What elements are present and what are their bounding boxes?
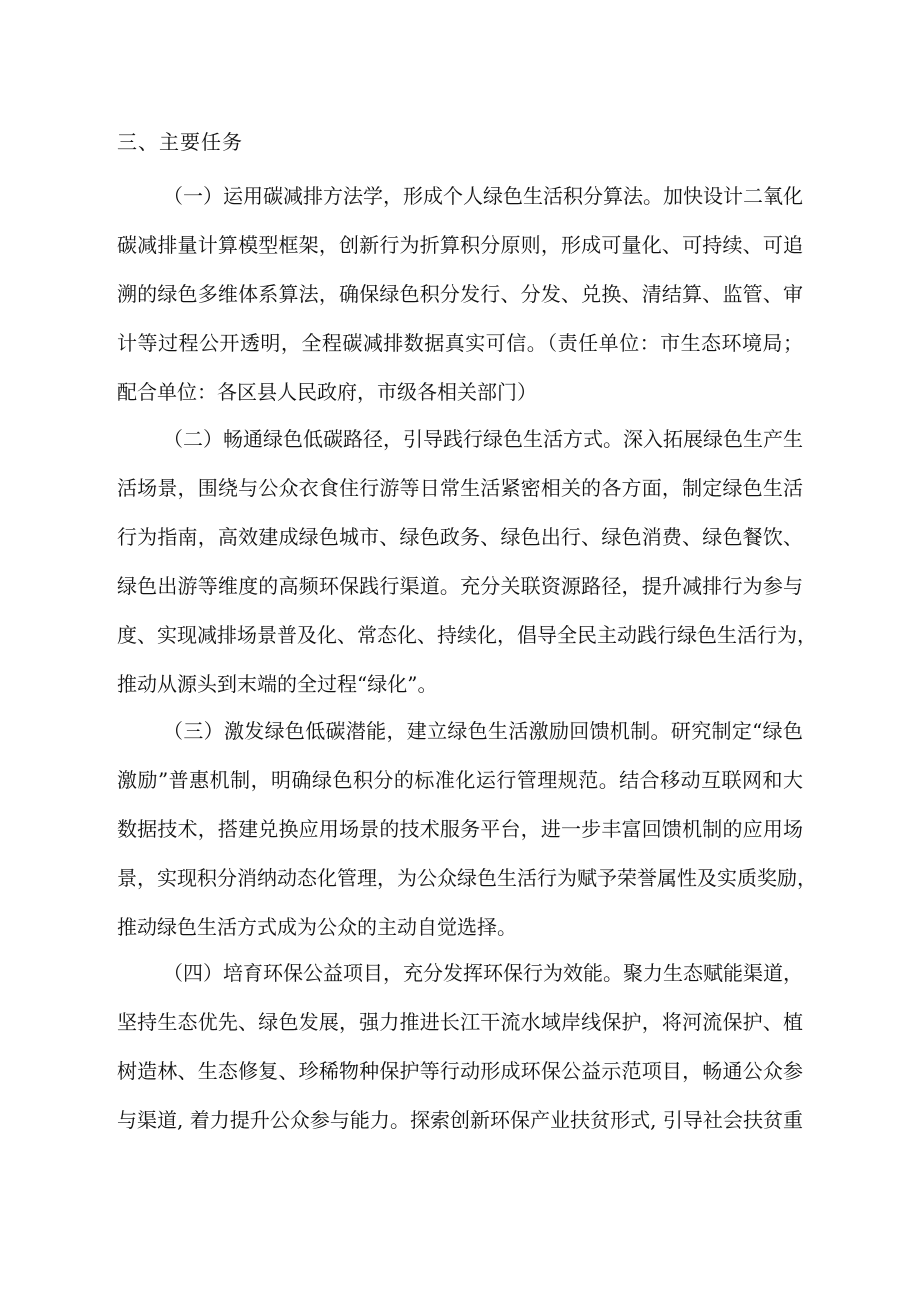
paragraph-3-line-2: 激励”普惠机制，明确绿色积分的标准化运行管理规范。结合移动互联网和大 (117, 768, 803, 792)
paragraph-1-line-5: 配合单位：各区县人民政府，市级各相关部门） (117, 380, 537, 404)
section-heading: 三、主要任务 (117, 130, 243, 154)
paragraph-4-line-1: （四）培育环保公益项目，充分发挥环保行为效能。聚力生态赋能渠道， (163, 961, 803, 985)
paragraph-2-line-6: 推动从源头到末端的全过程“绿化”。 (117, 672, 438, 696)
paragraph-3-line-3: 数据技术，搭建兑换应用场景的技术服务平台，进一步丰富回馈机制的应用场 (117, 817, 803, 841)
paragraph-1-line-1: （一）运用碳减排方法学，形成个人绿色生活积分算法。加快设计二氧化 (163, 184, 803, 208)
paragraph-2-line-2: 活场景，围绕与公众衣食住行游等日常生活紧密相关的各方面，制定绿色生活 (117, 476, 803, 500)
paragraph-4-line-3: 树造林、生态修复、珍稀物种保护等行动形成环保公益示范项目，畅通公众参 (117, 1059, 803, 1083)
paragraph-2-line-1: （二）畅通绿色低碳路径，引导践行绿色生活方式。深入拓展绿色生产生 (163, 427, 803, 451)
paragraph-2-line-5: 度、实现减排场景普及化、常态化、持续化，倡导全民主动践行绿色生活行为， (117, 623, 817, 647)
paragraph-1-line-2: 碳减排量计算模型框架，创新行为折算积分原则，形成可量化、可持续、可追 (117, 233, 803, 257)
paragraph-4-line-2: 坚持生态优先、绿色发展，强力推进长江干流水域岸线保护，将河流保护、植 (117, 1010, 803, 1034)
paragraph-1-line-4: 计等过程公开透明，全程碳减排数据真实可信。（责任单位：市生态环境局； (117, 331, 803, 355)
paragraph-1-line-3: 溯的绿色多维体系算法，确保绿色积分发行、分发、兑换、清结算、监管、审 (117, 282, 803, 306)
paragraph-2-line-4: 绿色出游等维度的高频环保践行渠道。充分关联资源路径，提升减排行为参与 (117, 574, 803, 598)
paragraph-3-line-4: 景，实现积分消纳动态化管理，为公众绿色生活行为赋予荣誉属性及实质奖励， (117, 866, 817, 890)
paragraph-4-line-4: 与渠道, 着力提升公众参与能力。探索创新环保产业扶贫形式, 引导社会扶贫重 (117, 1108, 803, 1132)
paragraph-3-line-1: （三）激发绿色低碳潜能，建立绿色生活激励回馈机制。研究制定“绿色 (163, 719, 803, 743)
paragraph-2-line-3: 行为指南，高效建成绿色城市、绿色政务、绿色出行、绿色消费、绿色餐饮、 (117, 525, 803, 549)
paragraph-3-line-5: 推动绿色生活方式成为公众的主动自觉选择。 (117, 915, 517, 939)
